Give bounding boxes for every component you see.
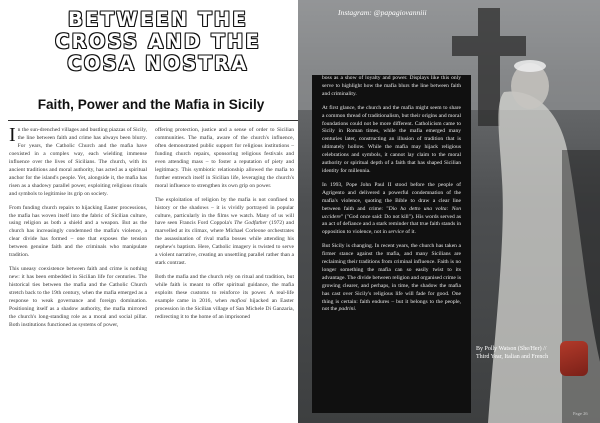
dark-text-box — [312, 75, 471, 413]
title-line-3: COSA NOSTRA — [67, 52, 249, 75]
paragraph: boss as a show of loyalty and power. Displays like this only serve to highlight how the mafia blurs the line between faith and criminality. — [322, 75, 461, 97]
paragraph-text: . — [354, 306, 357, 313]
author-avatar — [560, 341, 588, 376]
paragraph-text: The exploitation of religion by the mafia is not confined to history or the shadows – it is vividly portrayed in popular culture, particularly in the films we watch. Many of us will have seen Francis Ford Coppola's — [155, 196, 294, 227]
paragraph: At first glance, the church and the mafia might seem to share a common thread of traditionalism, but their origins and moral foundations could not be more different. Catholicism came to Sicily in Roman times, while the mafia emerged many centuries later, constructing an illusion of tradition that is ultimately hollow. While the mafia may hijack religious celebrations and symbols, it cannot lay claim to the moral authority or spiritual depth of a faith that has shaped Sicilian identity for millennia. — [322, 104, 461, 174]
italic-term: padrini — [338, 306, 355, 313]
paragraph-text: of it. — [403, 229, 416, 236]
paragraph-text: hijacked an Easter procession in the Sicilian village of San Michele Di Ganzaria, redirecting it to the home of an imprisoned — [155, 298, 294, 320]
film-title: The Godfather — [234, 220, 268, 227]
author-credit — [476, 345, 558, 361]
paragraph — [155, 197, 294, 269]
title-line-2: CROSS AND THE — [55, 30, 261, 53]
paragraph — [322, 243, 461, 314]
drop-cap: I — [9, 124, 16, 146]
paragraph-text: Both the mafia and the church rely on ritual and tradition, but while faith is meant to offer spiritual guidance, the mafia exploits these customs to reinforce its power. A real-life example came in 2016, when — [155, 274, 294, 305]
page-number: Page 26 — [573, 411, 588, 416]
paragraph: offering protection, justice and a sense of order to Sicilian communities. The mafia, aware of the church's influence, often demonstrated public support for religious institutions – funding church repairs, sponsoring religious festivals and even attending mass – to foster a reputation of piety and legitimacy. This symbiotic relationship allowed the mafia to further entrench itself in Sicilian life, leveraging the church's moral influence to strengthen its own grip on power. — [155, 127, 294, 189]
article-title — [38, 9, 278, 75]
paragraph-text: " ("God once said: Do not kill"). His words served as an act of defiance and a stark reminder that true faith stands in opposition to violence, not in — [322, 213, 461, 236]
paragraph-text: In 1993, Pope John Paul II stood before the people of Agrigento and delivered a powerful condemnation of the mafia's violence, quoting the Bible to draw a clear line between faith and crime: " — [322, 181, 461, 212]
italic-word: service — [388, 229, 404, 236]
paragraph-text: n the sun-drenched villages and bustling piazzas of Sicily, the line between faith and crime has always been blurry. For years, the Catholic Church and the mafia have coexisted in a complex way, each wielding immense influence over the lives of Sicilians. The church, with its ancient traditions and moral authority, has acted as a spiritual anchor for the island's people. Yet, alongside it, the mafia has risen as a shadowy parallel power, exploiting religious rituals and symbols to legitimise its grip on society. — [9, 127, 147, 197]
author-byline: By Polly Watson (She/Her) // — [476, 346, 547, 352]
paragraph: This uneasy coexistence between faith and crime is nothing new: it has been embedded in Sicilian life for centuries. The historical ties between the mafia and the Catholic Church stretch back to the 19th century, when the mafia emerged as a response to weak governance and foreign domination. Positioning itself as a shadow authority, the mafia mirrored the church's long-standing role as a moral and social pillar. Both institutions functioned as systems of power, — [9, 266, 147, 328]
paragraph — [155, 274, 294, 322]
paragraph — [9, 124, 147, 199]
paragraph — [322, 182, 461, 237]
paragraph-text: (1972) and marvelled at its climax, where Michael Corleone orchestrates the assassination of rival mafia bosses while attending his nephew's baptism. Here, Catholic imagery is twisted to serve a violent narrative, creating an unsettling parallel rather than a stark contrast. — [155, 220, 294, 267]
italic-quote: Dio ha detto una volta: Non uccidere — [322, 205, 461, 220]
paragraph: From funding church repairs to hijacking Easter processions, the mafia has woven itself into the fabric of Sicilian culture, using religion as both a shield and a weapon. But as the church has increasingly condemned the mafia's violence, a clear divide has formed – one that exposes the tension between genuine faith and the criminals who manipulate tradition. — [9, 204, 147, 259]
paragraph-text: But Sicily is changing. In recent years, the church has taken a firmer stance against the mafia, and many Sicilians are reclaiming their traditions from criminal influence. Faith is no longer something the mafia can so easily twist to its advantage. The divide between religion and organised crime is growing clearer, and perhaps, in time, the shadow the mafia has cast over Sicily's religious life will fade for good. One thing is certain: faith endures – but it belongs to the people, not the — [322, 243, 461, 313]
author-role: Third Year, Italian and French — [476, 354, 549, 360]
instagram-credit: Instagram: @papagiovanniii — [338, 8, 427, 17]
title-line-1: BETWEEN THE — [68, 8, 248, 31]
italic-term: mafiosi — [230, 298, 247, 305]
title-divider — [8, 120, 298, 121]
article-subtitle: Faith, Power and the Mafia in Sicily — [37, 97, 265, 112]
text-column-1 — [9, 124, 147, 336]
text-column-2 — [155, 127, 294, 328]
